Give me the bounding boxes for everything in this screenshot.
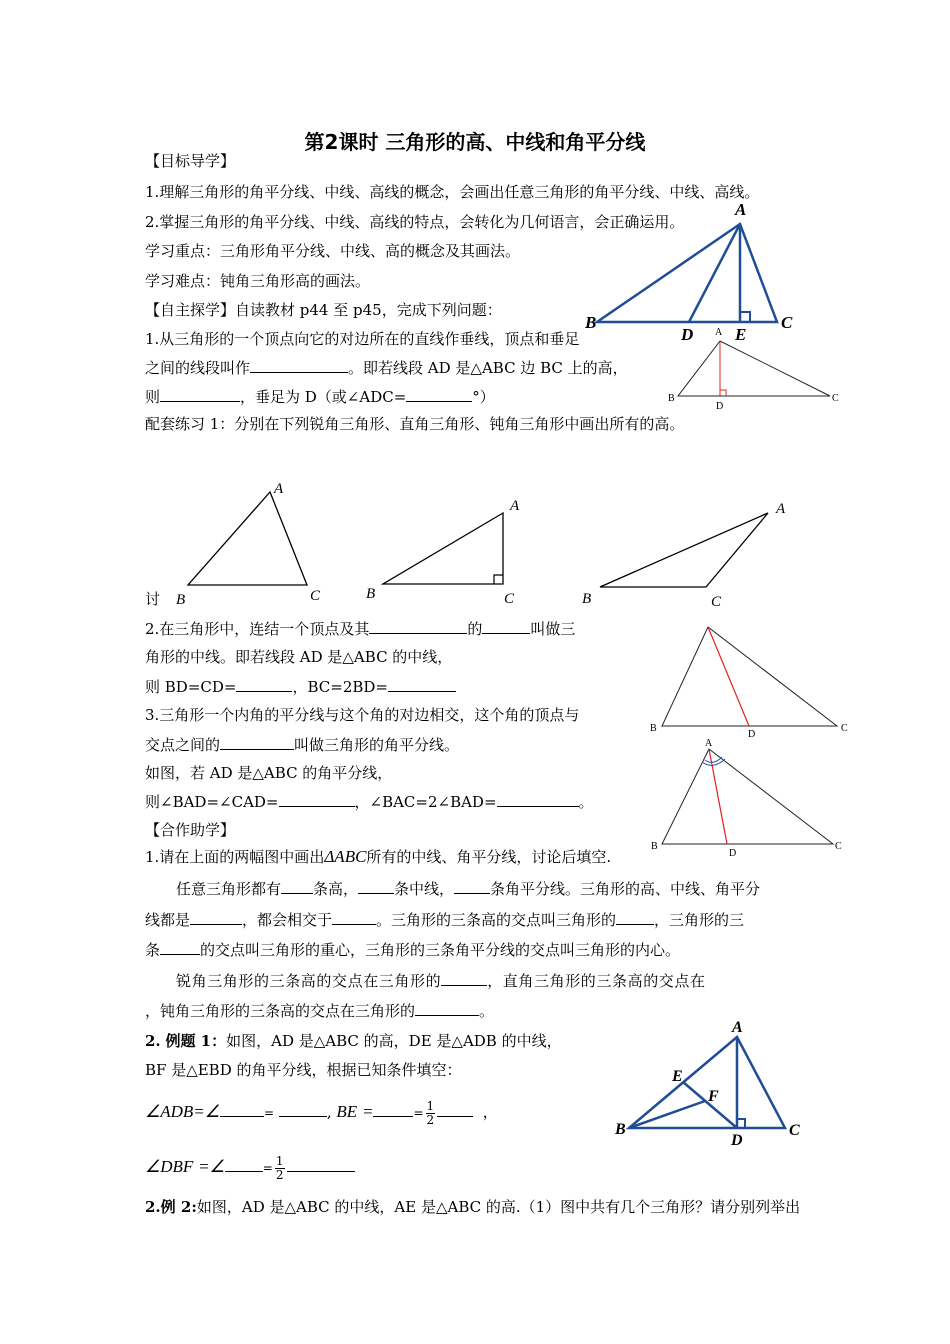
label-b: B xyxy=(366,586,376,602)
formula-1 xyxy=(145,1097,498,1128)
coop-text: ，三角形的三 xyxy=(654,911,745,929)
coop-p3 xyxy=(145,938,680,961)
segment-ad xyxy=(689,224,740,322)
page-title: 第2课时 三角形的高、中线和角平分线 xyxy=(304,130,646,154)
q1-text: 则 xyxy=(145,388,161,406)
angle-arc xyxy=(705,757,722,762)
label-d: D xyxy=(681,325,694,344)
q2-text: 则 BD=CD= xyxy=(145,678,237,696)
q2-line3 xyxy=(145,675,456,698)
figure-height-triangle xyxy=(665,323,850,413)
blank-answer[interactable] xyxy=(160,938,200,955)
triangle-abc xyxy=(678,341,830,396)
blank-answer[interactable] xyxy=(441,969,487,986)
blank-answer[interactable] xyxy=(225,1155,263,1172)
formula-text: = xyxy=(413,1106,424,1120)
coop-text: 。 xyxy=(479,1002,495,1020)
fraction-half xyxy=(275,1155,285,1182)
example-label: 2.例 2: xyxy=(145,1198,197,1216)
coop-p5 xyxy=(145,999,494,1022)
blank-answer[interactable] xyxy=(250,356,348,373)
right-angle-mark xyxy=(494,575,503,584)
blank-answer[interactable] xyxy=(332,908,376,925)
self-study-line xyxy=(145,299,502,321)
label-d: D xyxy=(748,729,756,738)
acute-triangle xyxy=(188,492,307,585)
coop-text: 条角平分线。三角形的高、中线、角平分 xyxy=(490,880,761,898)
blank-answer[interactable] xyxy=(415,999,479,1016)
formula-text: =∠ xyxy=(198,1157,225,1176)
q3-text: 则∠BAD=∠CAD= xyxy=(145,793,279,811)
coop-text: 锐角三角形的三条高的交点在三角形的 xyxy=(176,972,442,990)
label-b: B xyxy=(668,393,675,404)
fraction-half xyxy=(426,1100,436,1127)
self-study-intro: 自读教材 p44 至 p45，完成下列问题： xyxy=(235,301,502,319)
q2-line1 xyxy=(145,617,575,640)
coop-text: 条 xyxy=(145,941,161,959)
blank-answer[interactable] xyxy=(437,1100,473,1117)
example1-line2: BF 是△EBD 的角平分线，根据已知条件填空： xyxy=(145,1061,462,1079)
q2-text: ，BC=2BD= xyxy=(292,678,388,696)
label-e: E xyxy=(735,325,747,344)
formula-text: BE xyxy=(336,1102,358,1121)
blank-answer[interactable] xyxy=(279,790,355,807)
label-b: B xyxy=(582,591,592,607)
difficulty: 学习难点：钝角三角形高的画法。 xyxy=(145,272,371,290)
label-c: C xyxy=(789,1122,800,1139)
coop-item1 xyxy=(145,846,611,868)
blank-answer[interactable] xyxy=(616,908,654,925)
q1-text: ，垂足为 D（或∠ADC= xyxy=(240,388,407,406)
blank-answer[interactable] xyxy=(160,385,240,402)
coop-p4 xyxy=(176,969,706,992)
label-a: A xyxy=(705,738,713,749)
example1-line1 xyxy=(145,1030,562,1052)
coop-text: ，钝角三角形的三条高的交点在三角形的 xyxy=(145,1002,416,1020)
label-d: D xyxy=(731,1132,743,1149)
right-angle-mark xyxy=(720,390,726,396)
coop-p1 xyxy=(176,877,760,900)
obtuse-triangle xyxy=(600,513,768,587)
label-c: C xyxy=(835,841,842,852)
figure-median-triangle xyxy=(645,618,855,738)
formula-text: = xyxy=(264,1106,275,1120)
section-header-coop: 【合作助学】 xyxy=(145,821,236,839)
triangle-abc xyxy=(629,1037,785,1128)
figure-bisector-triangle xyxy=(645,736,855,861)
fraction-numerator: 1 xyxy=(426,1098,435,1113)
coop-text: 所有的中线、角平分线，讨论后填空. xyxy=(366,848,612,866)
q3-line4 xyxy=(145,790,594,813)
label-c: C xyxy=(781,313,793,332)
blank-answer[interactable] xyxy=(454,877,490,894)
blank-answer[interactable] xyxy=(279,1100,327,1117)
q1-text: 。即若线段 AD 是△ABC 边 BC 上的高， xyxy=(348,359,628,377)
blank-answer[interactable] xyxy=(388,675,456,692)
example-label: 例题 1： xyxy=(165,1032,227,1050)
q3-line2 xyxy=(145,733,459,756)
section-header-self-study: 【自主探学】 xyxy=(145,301,236,319)
coop-text: 线都是 xyxy=(145,911,191,929)
example2-line xyxy=(145,1196,800,1218)
q1-text: °） xyxy=(472,388,495,406)
label-a: A xyxy=(715,327,723,338)
triangle-symbol: ΔABC xyxy=(324,847,367,866)
exercise-1: 配套练习 1：分别在下列锐角三角形、直角三角形、钝角三角形中画出所有的高。 xyxy=(145,415,685,433)
blank-answer[interactable] xyxy=(236,675,292,692)
right-angle-mark xyxy=(740,312,750,322)
label-d: D xyxy=(729,848,737,859)
q3-text: 。 xyxy=(578,793,594,811)
q3-line3: 如图，若 AD 是△ABC 的角平分线， xyxy=(145,764,393,782)
blank-answer[interactable] xyxy=(373,1100,413,1117)
triangle-abc xyxy=(662,749,833,844)
coop-text: 条中线， xyxy=(394,880,455,898)
q1-line2 xyxy=(145,356,628,379)
figure-example1 xyxy=(612,1015,812,1150)
coop-text: ，都会相交于 xyxy=(242,911,333,929)
section-header-goals: 【目标导学】 xyxy=(145,152,236,170)
q3-text: 交点之间的 xyxy=(145,736,221,754)
discuss-fragment: 讨 xyxy=(145,590,161,608)
label-b: B xyxy=(176,592,186,608)
formula-text: , xyxy=(326,1103,332,1121)
q3-line1: 3.三角形一个内角的平分线与这个角的对边相交，这个角的顶点与 xyxy=(145,706,580,724)
coop-text: 的交点叫三角形的重心，三角形的三条角平分线的交点叫三角形的内心。 xyxy=(200,941,681,959)
coop-text: 任意三角形都有 xyxy=(176,880,282,898)
blank-answer[interactable] xyxy=(287,1155,355,1172)
blank-answer[interactable] xyxy=(281,877,313,894)
example-text: 如图，AD 是△ABC 的中线，AE 是△ABC 的高.（1）图中共有几个三角形？请分别列举出 xyxy=(196,1198,801,1216)
q2-text: 2.在三角形中，连结一个顶点及其 xyxy=(145,620,370,638)
coop-p2 xyxy=(145,908,744,931)
figure-exercise-triangles xyxy=(168,475,808,615)
label-b: B xyxy=(585,313,597,332)
label-c: C xyxy=(711,594,722,610)
blank-answer[interactable] xyxy=(220,1100,264,1117)
label-a: A xyxy=(776,501,786,517)
fraction-denominator: 2 xyxy=(275,1167,284,1182)
label-a: A xyxy=(274,481,284,497)
q2-text: 的 xyxy=(467,620,483,638)
fraction-numerator: 1 xyxy=(275,1153,284,1168)
formula-text: = xyxy=(361,1102,374,1121)
label-a: A xyxy=(735,200,747,219)
label-b: B xyxy=(615,1121,626,1138)
bisector-bf xyxy=(629,1101,705,1128)
coop-text: ，直角三角形的三条高的交点在 xyxy=(487,972,706,990)
coop-text: 。三角形的三条高的交点叫三角形的 xyxy=(376,911,617,929)
formula-text: ∠DBF xyxy=(145,1157,194,1176)
blank-answer[interactable] xyxy=(220,733,294,750)
triangle-abc xyxy=(597,224,777,322)
label-a: A xyxy=(732,1019,743,1036)
blank-answer[interactable] xyxy=(482,617,530,634)
label-c: C xyxy=(832,393,839,404)
q2-line2: 角形的中线。即若线段 AD 是△ABC 的中线， xyxy=(145,648,453,666)
label-d: D xyxy=(716,401,724,412)
key-point: 学习重点：三角形角平分线、中线、高的概念及其画法。 xyxy=(145,242,521,260)
blank-answer[interactable] xyxy=(358,877,394,894)
label-a: A xyxy=(510,498,520,514)
right-triangle xyxy=(383,513,503,584)
coop-text: 条高， xyxy=(313,880,359,898)
goal-2: 2.掌握三角形的角平分线、中线、高线的特点，会转化为几何语言，会正确运用。 xyxy=(145,213,685,231)
q3-text: 叫做三角形的角平分线。 xyxy=(294,736,460,754)
blank-answer[interactable] xyxy=(369,617,467,634)
formula-2 xyxy=(145,1152,355,1183)
blank-answer[interactable] xyxy=(406,385,472,402)
q1-line1: 1.从三角形的一个顶点向它的对边所在的直线作垂线，顶点和垂足 xyxy=(145,330,580,348)
formula-text: =∠ xyxy=(193,1102,221,1121)
blank-answer[interactable] xyxy=(497,790,579,807)
label-c: C xyxy=(841,723,848,734)
formula-text: ， xyxy=(482,1103,498,1121)
label-f: F xyxy=(708,1088,719,1105)
label-b: B xyxy=(651,841,658,852)
blank-answer[interactable] xyxy=(190,908,242,925)
label-c: C xyxy=(310,588,321,604)
triangle-abc xyxy=(662,627,837,726)
q1-text: 之间的线段叫作 xyxy=(145,359,251,377)
formula-text: ∠ADB xyxy=(145,1102,194,1121)
example-number: 2. xyxy=(145,1032,161,1050)
coop-text: 1.请在上面的两幅图中画出 xyxy=(145,848,325,866)
fraction-denominator: 2 xyxy=(426,1112,435,1127)
label-c: C xyxy=(504,591,515,607)
median-ad xyxy=(708,627,749,726)
q3-text: ，∠BAC=2∠BAD= xyxy=(354,793,497,811)
label-e: E xyxy=(672,1068,683,1085)
formula-text: = xyxy=(262,1161,273,1175)
label-b: B xyxy=(650,723,657,734)
goal-1: 1.理解三角形的角平分线、中线、高线的概念，会画出任意三角形的角平分线、中线、高线。 xyxy=(145,183,760,201)
q1-line3 xyxy=(145,385,495,408)
q2-text: 叫做三 xyxy=(530,620,576,638)
bisector-ad xyxy=(709,749,727,844)
example-text: 如图，AD 是△ABC 的高，DE 是△ADB 的中线， xyxy=(226,1032,562,1050)
